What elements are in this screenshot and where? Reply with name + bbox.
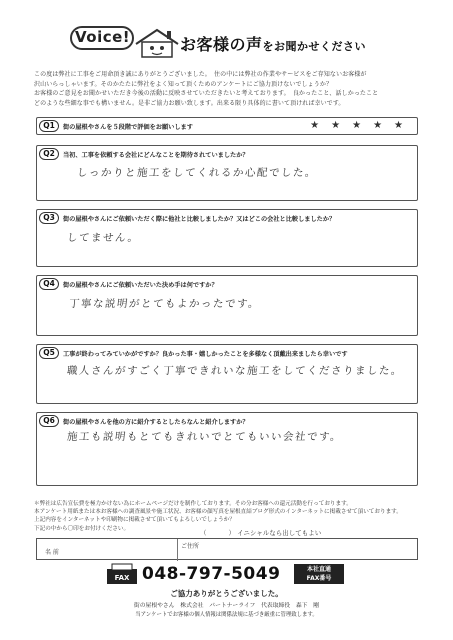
question-text: 街の屋根やさんを５段階で評価をお願いします (63, 124, 193, 131)
intro-line: この度は弊社に工事をご用命頂き誠にありがとうございました。 住の中には弊社の作業やサービスをご存知ないお客様が (34, 71, 367, 78)
paren-close: ） (228, 529, 235, 537)
thanks-text: ご協力ありがとうございました。 (170, 589, 283, 598)
paren-open: （ (200, 529, 229, 537)
question-4 (36, 275, 418, 336)
initial-label: イニシャルなら出してもよい (237, 529, 322, 537)
intro-line: お客様のご意見をお聞かせいただき今後の活動に反映させていただきたいと考えております。 良かったこと、話しかったこと (34, 90, 379, 97)
question-number: Q5 (39, 347, 59, 359)
handwritten-answer: 丁寧な説明がとてもよかったです。 (68, 298, 261, 310)
intro-text (34, 70, 424, 108)
star-icon: ★ (331, 120, 341, 131)
question-number: Q1 (39, 120, 59, 132)
title-small: をお聞かせください (262, 40, 367, 53)
address-field[interactable] (213, 542, 413, 558)
note-line: ＊弊社は広告宣伝費を極力かけない為にホームページだけを制作しております。その分お客様への還元活動を行っております。 (34, 501, 352, 507)
question-text: 街の屋根やさんを他の方に紹介するとしたらなんと紹介しますか？ (63, 419, 249, 426)
question-number: Q2 (39, 148, 59, 160)
star-icon: ★ (394, 120, 403, 131)
house-icon (134, 28, 180, 58)
question-3 (36, 209, 418, 267)
initial-option[interactable] (200, 528, 321, 537)
handwritten-answer: 職人さんがすごく丁寧できれいな施工をしてくださりました。 (66, 365, 404, 377)
question-5 (36, 344, 418, 404)
note-line: 上記内容をインターネットや印刷物に掲載させて頂いてもよろしいでしょうか？ (34, 517, 235, 524)
question-text: 街の屋根やさんにご依頼いただく際に他社と比較しましたか？又はどこの会社と比較しましたか？ (63, 216, 336, 223)
question-text: 工事が終わってみていかがですか？良かった事・嬉しかったことを多様なく頂戴出来ましたら幸いです (63, 351, 348, 358)
question-text: 当初、工事を依頼する会社にどんなことを期待されていましたか？ (63, 152, 249, 159)
star-icon: ★ (373, 120, 383, 131)
question-number: Q4 (39, 278, 59, 290)
note-line: 本アンケート用紙または本お客様への調査風景や施工状況、お客様の顔写真を屋根直結ブログ形式のインターネットに掲載させて頂いております。 (34, 509, 402, 516)
handwritten-answer: 施工も説明もとてもきれいでとてもいい会社です。 (66, 431, 343, 443)
header (58, 12, 398, 60)
question-text: 街の屋根やさんにご依頼いただいた決め手は何ですか？ (63, 282, 218, 289)
handwritten-answer: してません。 (66, 232, 141, 244)
intro-line: どのような些細な事でも構いません。是非ご協力お願い致します。出来る限り具体的に書いて頂ければ幸いです。 (34, 99, 345, 107)
fax-badge-line: 本社直通 (306, 566, 331, 573)
privacy-line: 当アンケートでお客様の個人情報は関係法規に基づき厳重に管理致します。 (135, 612, 318, 618)
intro-line: 沢山いらっしゃいます。そのかたたに弊社をよく知って頂くためのアンケートにご協力頂けないでしょうか？ (34, 80, 333, 88)
company-line: 街の屋根やさん 株式会社 パートナーライフ 代表取締役 森下 剛 (133, 603, 320, 609)
star-icon: ★ (310, 120, 320, 131)
note-line: 下記の中から〇印をお付けください。 (34, 525, 130, 532)
fax-machine-icon (106, 563, 138, 585)
title-main: お客様の声 (180, 35, 263, 54)
name-label: 名 前 (45, 549, 59, 556)
fax-badge (294, 564, 344, 584)
page-title (180, 32, 366, 55)
fax-icon-label: FAX (114, 574, 130, 582)
fax-number: 048-797-5049 (142, 564, 281, 584)
question-6 (36, 412, 418, 486)
question-number: Q6 (39, 415, 59, 427)
name-address-form (36, 538, 418, 560)
address-label: ご住所 (181, 543, 200, 550)
voice-label: Voice! (75, 28, 131, 46)
question-2 (36, 145, 418, 201)
question-number: Q3 (39, 212, 59, 224)
rating-stars (310, 120, 403, 132)
fax-row (106, 563, 346, 585)
star-icon: ★ (352, 120, 362, 131)
handwritten-answer: しっかりと施工をしてくれるか心配でした。 (76, 167, 318, 179)
question-1 (36, 117, 418, 135)
fax-badge-line: FAX番号 (306, 575, 332, 582)
name-field[interactable] (77, 542, 173, 558)
